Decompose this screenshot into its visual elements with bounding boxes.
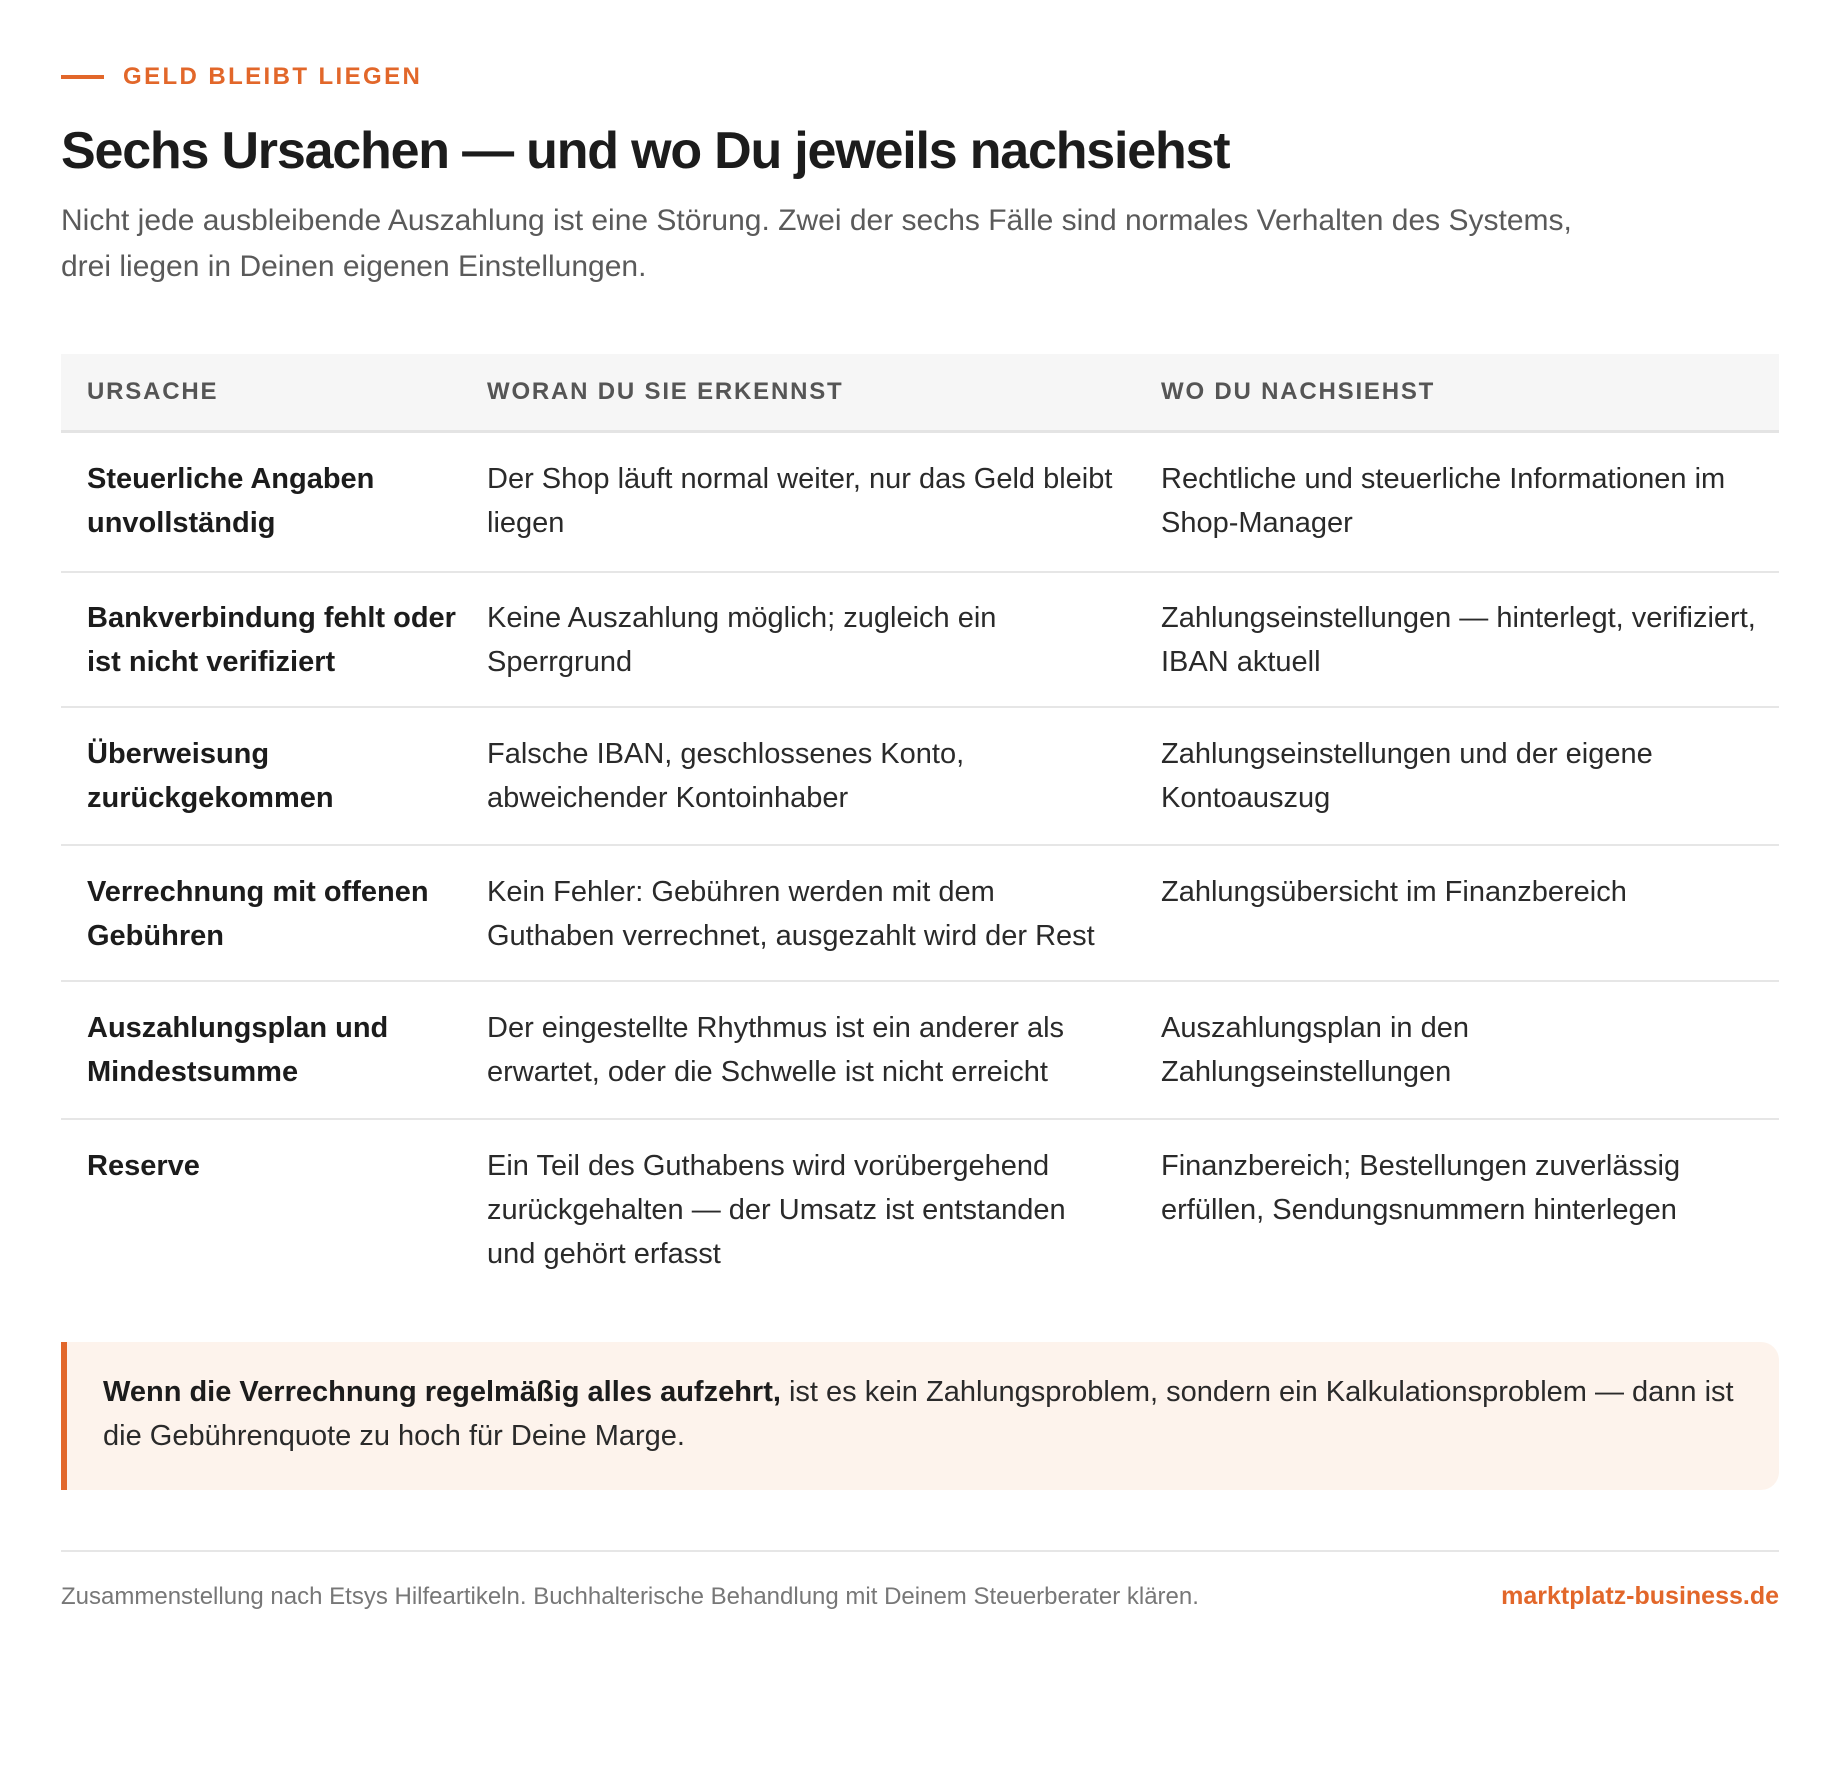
eyebrow-rule bbox=[61, 75, 104, 79]
cell-sign: Falsche IBAN, geschlossenes Konto, abweichender Kontoinhaber bbox=[487, 738, 965, 814]
cell-cause: Verrechnung mit offenen Gebühren bbox=[87, 876, 429, 952]
table-row bbox=[61, 982, 1779, 1120]
table-row bbox=[61, 433, 1779, 573]
footer-note: Zusammenstellung nach Etsys Hilfeartikeln. Buchhalterische Behandlung mit Deinem Steuerberater klären. bbox=[61, 1582, 1199, 1610]
cell-cause: Auszahlungsplan und Mindestsumme bbox=[87, 1012, 389, 1088]
cell-where: Auszahlungsplan in den Zahlungseinstellungen bbox=[1161, 1012, 1469, 1088]
cell-where: Zahlungseinstellungen — hinterlegt, verifiziert, IBAN aktuell bbox=[1161, 602, 1756, 678]
callout-emphasis: Wenn die Verrechnung regelmäßig alles aufzehrt, bbox=[103, 1376, 781, 1408]
table-row bbox=[61, 1120, 1779, 1286]
cell-cause: Überweisung zurückgekommen bbox=[87, 738, 334, 814]
table-row bbox=[61, 573, 1779, 708]
cell-cause: Bankverbindung fehlt oder ist nicht verifiziert bbox=[87, 602, 456, 678]
cell-sign: Keine Auszahlung möglich; zugleich ein Sperrgrund bbox=[487, 602, 997, 678]
cell-sign: Ein Teil des Guthabens wird vorübergehend zurückgehalten — der Umsatz ist entstanden und gehört erfasst bbox=[487, 1150, 1066, 1270]
cell-sign: Der Shop läuft normal weiter, nur das Geld bleibt liegen bbox=[487, 463, 1113, 539]
table-row bbox=[61, 846, 1779, 982]
eyebrow bbox=[61, 62, 1779, 92]
column-header-cause: URSACHE bbox=[87, 378, 219, 405]
page-title: Sechs Ursachen — und wo Du jeweils nachsiehst bbox=[61, 122, 1230, 180]
causes-table bbox=[61, 354, 1779, 1286]
column-header-sign: WORAN DU SIE ERKENNST bbox=[487, 378, 844, 405]
cell-cause: Reserve bbox=[87, 1150, 200, 1182]
cell-where: Zahlungseinstellungen und der eigene Kontoauszug bbox=[1161, 738, 1653, 814]
table-header bbox=[61, 354, 1779, 433]
cell-cause: Steuerliche Angaben unvollständig bbox=[87, 463, 375, 539]
column-header-where: WO DU NACHSIEHST bbox=[1161, 378, 1436, 405]
cell-sign: Kein Fehler: Gebühren werden mit dem Guthaben verrechnet, ausgezahlt wird der Rest bbox=[487, 876, 1095, 952]
callout-box bbox=[61, 1342, 1779, 1490]
cell-where: Finanzbereich; Bestellungen zuverlässig erfüllen, Sendungsnummern hinterlegen bbox=[1161, 1150, 1681, 1226]
footer bbox=[61, 1550, 1779, 1611]
footer-brand-link[interactable]: marktplatz-business.de bbox=[1501, 1582, 1779, 1610]
cell-where: Rechtliche und steuerliche Informationen im Shop-Manager bbox=[1161, 463, 1726, 539]
cell-sign: Der eingestellte Rhythmus ist ein anderer als erwartet, oder die Schwelle ist nicht erreicht bbox=[487, 1012, 1065, 1088]
table-row bbox=[61, 708, 1779, 846]
eyebrow-text: GELD BLEIBT LIEGEN bbox=[123, 63, 423, 90]
callout-text: ist es kein Zahlungsproblem, sondern ein Kalkulationsproblem — dann ist die Gebührenquote zu hoch für Deine Marge. bbox=[103, 1376, 1734, 1452]
cell-where: Zahlungsübersicht im Finanzbereich bbox=[1161, 876, 1627, 908]
page-subtitle: Nicht jede ausbleibende Auszahlung ist eine Störung. Zwei der sechs Fälle sind normales Verhalten des Systems, drei liegen in Deinen eigenen Einstellungen. bbox=[61, 204, 1572, 283]
